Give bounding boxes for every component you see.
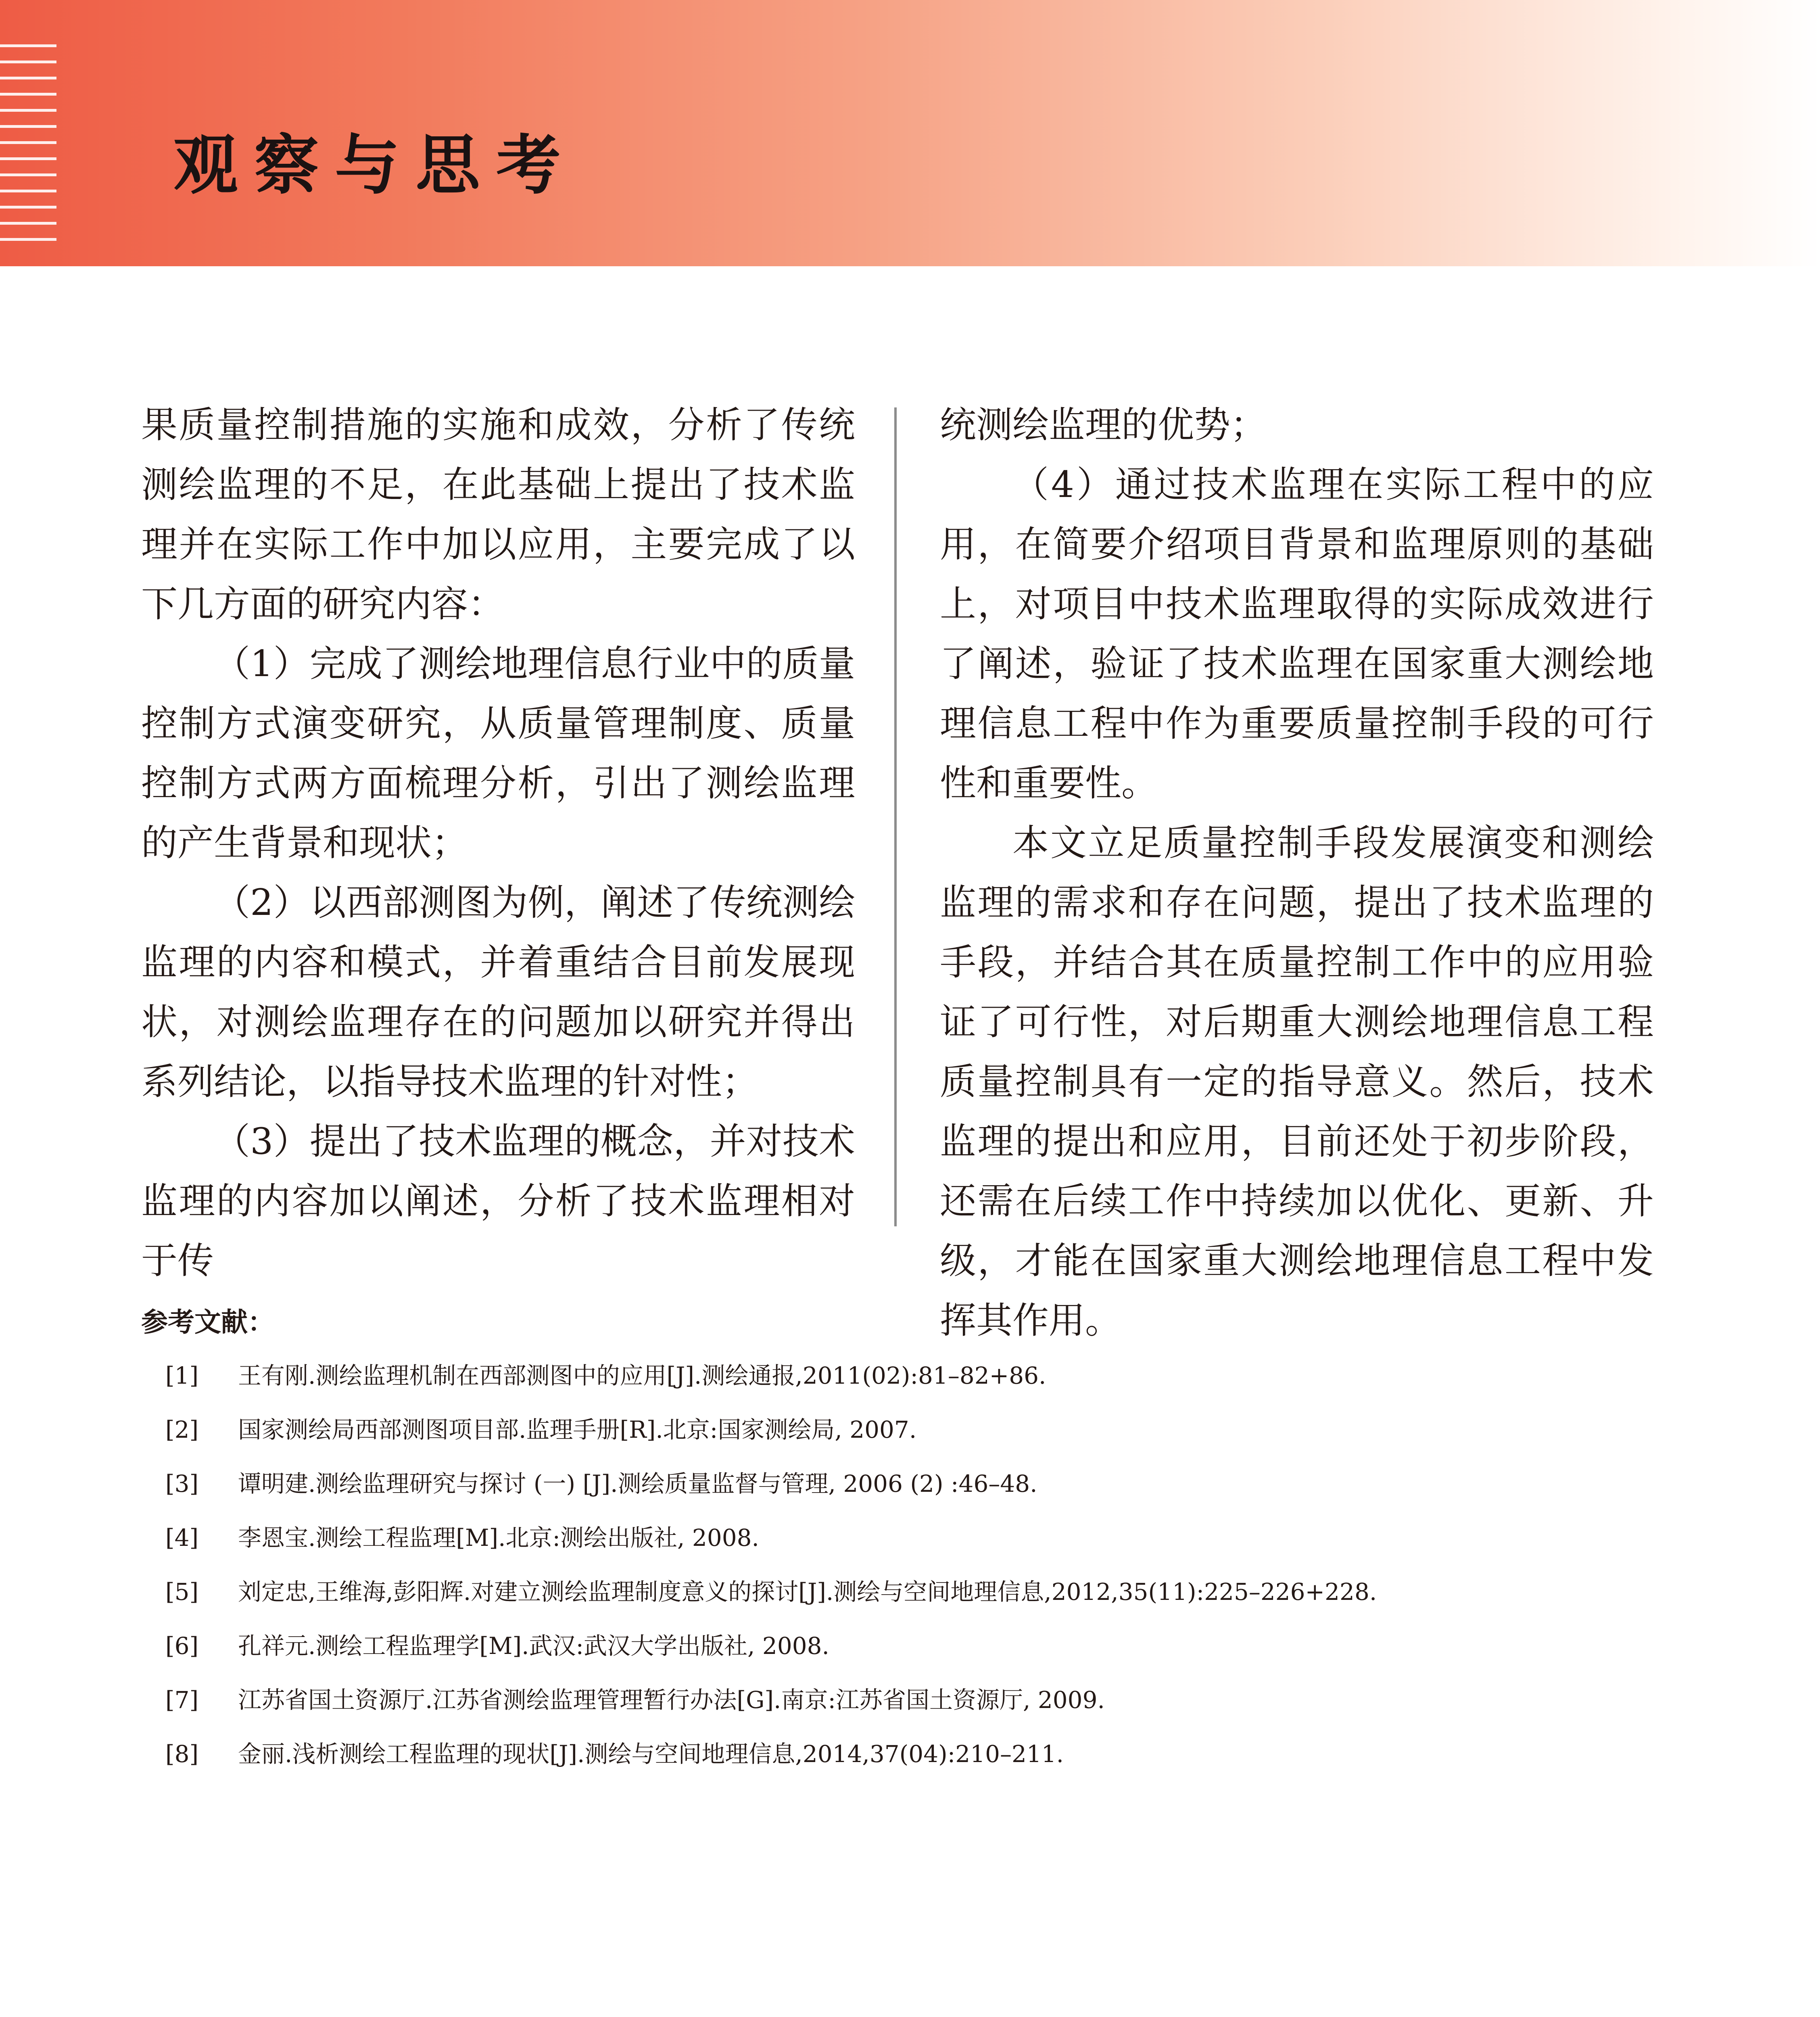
body-paragraph: （3）提出了技术监理的概念，并对技术监理的内容加以阐述，分析了技术监理相对于传 bbox=[141, 1120, 855, 1282]
right-column bbox=[940, 395, 1654, 1351]
reference-text: 刘定忠,王维海,彭阳辉.对建立测绘监理制度意义的探讨[J].测绘与空间地理信息,2012,35(11):225–226+228. bbox=[238, 1578, 1377, 1606]
reference-number: [5] bbox=[165, 1578, 199, 1606]
reference-item bbox=[165, 1359, 1698, 1414]
references-heading: 参考文献： bbox=[141, 1307, 274, 1338]
body-paragraph: （4）通过技术监理在实际工程中的应用，在简要介绍项目背景和监理原则的基础上，对项目中技术监理取得的实际成效进行了阐述，验证了技术监理在国家重大测绘地理信息工程中作为重要质量控制手段的可行性和重要性。 bbox=[940, 464, 1654, 804]
reference-number: [4] bbox=[165, 1524, 199, 1551]
body-paragraph: 果质量控制措施的实施和成效，分析了传统测绘监理的不足，在此基础上提出了技术监理并在实际工作中加以应用，主要完成了以下几方面的研究内容： bbox=[141, 404, 855, 625]
reference-number: [8] bbox=[165, 1740, 199, 1768]
reference-item bbox=[165, 1738, 1698, 1792]
reference-number: [6] bbox=[165, 1632, 199, 1660]
reference-item bbox=[165, 1522, 1698, 1576]
reference-text: 孔祥元.测绘工程监理学[M].武汉:武汉大学出版社, 2008. bbox=[238, 1632, 829, 1660]
body-paragraph: 本文立足质量控制手段发展演变和测绘监理的需求和存在问题，提出了技术监理的手段，并结合其在质量控制工作中的应用验证了可行性，对后期重大测绘地理信息工程质量控制具有一定的指导意义。然后，技术监理的提出和应用，目前还处于初步阶段，还需在后续工作中持续加以优化、更新、升级，才能在国家重大测绘地理信息工程中发挥其作用。 bbox=[940, 822, 1654, 1342]
reference-text: 国家测绘局西部测图项目部.监理手册[R].北京:国家测绘局, 2007. bbox=[238, 1416, 917, 1443]
left-column bbox=[141, 395, 855, 1291]
reference-item bbox=[165, 1414, 1698, 1468]
reference-item bbox=[165, 1684, 1698, 1738]
reference-number: [2] bbox=[165, 1416, 199, 1443]
reference-text: 李恩宝.测绘工程监理[M].北京:测绘出版社, 2008. bbox=[238, 1524, 759, 1551]
body-paragraph: 统测绘监理的优势； bbox=[940, 404, 1267, 446]
reference-number: [3] bbox=[165, 1470, 199, 1497]
reference-text: 谭明建.测绘监理研究与探讨 (一) [J].测绘质量监督与管理, 2006 (2) :46–48. bbox=[238, 1470, 1037, 1497]
header-stripes-decoration bbox=[0, 44, 56, 254]
header-band bbox=[0, 0, 1820, 266]
reference-text: 王有刚.测绘监理机制在西部测图中的应用[J].测绘通报,2011(02):81–82+86. bbox=[238, 1362, 1046, 1389]
body-paragraph: （1）完成了测绘地理信息行业中的质量控制方式演变研究，从质量管理制度、质量控制方式两方面梳理分析，引出了测绘监理的产生背景和现状； bbox=[141, 643, 855, 864]
reference-text: 江苏省国土资源厅.江苏省测绘监理管理暂行办法[G].南京:江苏省国土资源厅, 2009. bbox=[238, 1686, 1105, 1714]
references-list bbox=[165, 1359, 1698, 1792]
reference-number: [7] bbox=[165, 1686, 199, 1714]
reference-number: [1] bbox=[165, 1362, 199, 1389]
column-divider bbox=[894, 407, 897, 1226]
reference-item bbox=[165, 1468, 1698, 1522]
reference-item bbox=[165, 1630, 1698, 1684]
reference-text: 金丽.浅析测绘工程监理的现状[J].测绘与空间地理信息,2014,37(04):210–211. bbox=[238, 1740, 1064, 1768]
reference-item bbox=[165, 1576, 1698, 1630]
section-title: 观察与思考 bbox=[173, 127, 577, 203]
body-paragraph: （2）以西部测图为例，阐述了传统测绘监理的内容和模式，并着重结合目前发展现状，对测绘监理存在的问题加以研究并得出系列结论，以指导技术监理的针对性； bbox=[141, 881, 855, 1103]
